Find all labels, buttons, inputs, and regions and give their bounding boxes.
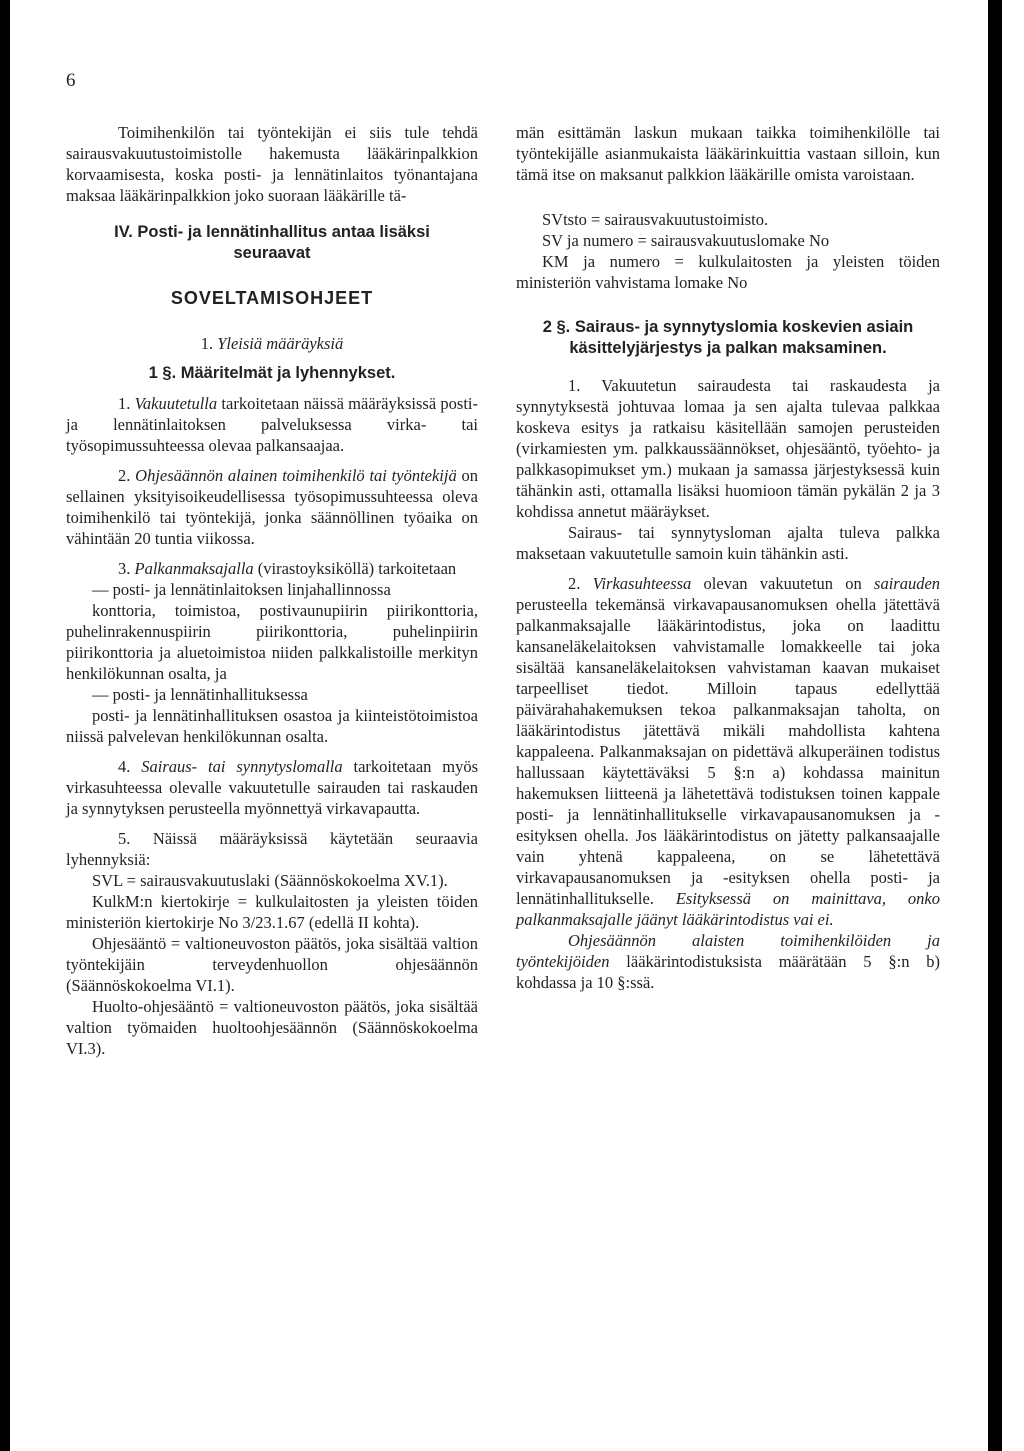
abbreviation-huolto-ohjesaanto: Huolto-ohjesääntö = valtioneuvoston päätös, joka sisältää valtion työmaiden huoltoohjesäännön (Säännöskokoelma VI.3).	[66, 997, 478, 1058]
right-column	[516, 122, 940, 993]
definition-2	[66, 465, 478, 549]
definition-2-text: on sellainen yksityisoikeudellisessa työsopimussuhteessa oleva toimihenkilö tai työntekijä, jonka säännöllinen työaika on vähintään 20 tuntia viikossa.	[66, 466, 478, 548]
definition-2-number: 2.	[118, 466, 131, 485]
definition-1-number: 1.	[118, 394, 131, 413]
scan-border-left	[0, 0, 10, 1451]
left-column	[66, 122, 478, 1059]
definition-3-dash-1: — posti- ja lennätinlaitoksen linjahallinnossa	[92, 580, 391, 599]
definition-3-dash-2: — posti- ja lennätinhallituksessa	[92, 685, 308, 704]
sub-title-text: Yleisiä määräyksiä	[217, 334, 344, 353]
abbreviation-ohjesaanto: Ohjesääntö = valtioneuvoston päätös, joka sisältää valtion työntekijäin terveydenhuollon ohjesäännön (Säännöskokoelma VI.1).	[66, 934, 478, 995]
sub-title	[66, 333, 478, 354]
definition-4-term: Sairaus- tai synnytyslomalla	[141, 757, 343, 776]
main-title: SOVELTAMISOHJEET	[170, 288, 374, 308]
rule-3	[516, 930, 940, 993]
section-heading-line2: seuraavat	[233, 244, 311, 262]
definition-3-term: Palkanmaksajalla	[134, 559, 254, 578]
abbreviation-svl: SVL = sairausvakuutuslaki (Säännöskokoelma XV.1).	[92, 871, 448, 890]
definition-1	[66, 393, 478, 456]
definition-1-term: Vakuutetulla	[134, 394, 218, 413]
definition-3-body-2: posti- ja lennätinhallituksen osastoa ja kiinteistötoimistoa niissä palvelevan henkilökunnan osalta.	[66, 706, 478, 746]
section-heading-line1: IV. Posti- ja lennätinhallitus antaa lisäksi	[114, 223, 430, 241]
definition-4	[66, 756, 478, 819]
definition-4-number: 4.	[118, 757, 131, 776]
rule-2	[516, 573, 940, 930]
sub-title-number: 1.	[200, 334, 214, 353]
definition-4-text: tarkoitetaan myös virkasuhteessa olevalle vakuutetulle sairauden tai raskauden ja synnytyksen perusteella myönnettyä virkavapautta.	[66, 757, 479, 818]
definition-1-text: tarkoitetaan näissä määräyksissä posti- ja lennätinlaitoksen palveluksessa virka- tai työsopimussuhteessa olevaa palkansaajaa.	[66, 394, 479, 455]
paragraph-1-heading: 1 §. Määritelmät ja lyhennykset.	[148, 364, 396, 382]
rule-2-number: 2.	[568, 574, 581, 593]
definition-5: 5. Näissä määräyksissä käytetään seuraavia lyhennyksiä:	[66, 829, 478, 869]
definition-3-body-1: konttoria, toimistoa, postivaunupiirin piirikonttoria, puhelinrakennuspiirin piirikonttoria, puhelinpiirin piirikonttoria ja aluetoimistoa niiden palkkalistoille merkityn henkilökunnan osalta, ja	[66, 601, 478, 683]
scan-border-right	[988, 0, 1002, 1451]
rule-3-term: Ohjesäännön alaisten toimihenkilöiden ja työntekijöiden	[516, 931, 940, 971]
definition-3-number: 3.	[118, 559, 131, 578]
continued-paragraph: män esittämän laskun mukaan taikka toimihenkilölle tai työntekijälle asianmukaista lääkärinkuittia vastaan silloin, kun tämä itse on maksanut palkkion lääkärille omista varoistaan.	[516, 123, 940, 184]
abbreviation-km: KM ja numero = kulkulaitosten ja yleisten töiden ministeriön vahvistama lomake No	[516, 252, 940, 292]
rule-2-text-2: perusteella tekemänsä virkavapausanomuksen ohella jätettävä palkanmaksajalle lääkärintodistus, joka on laadittu kansaneläkelaitoksen vahvistamalle lomakkeelle tai joka sisältää kansaneläkelaitoksen vahvistaman kaavan mukaiset tarpeelliset tiedot. Milloin tapaus edellyttää päivärahahakemuksen tekoa palkanmaksajan taholta, on lääkärintodistus jätettävä mikäli mahdollista kahtena kappaleena. Palkanmaksajan on pidettävä alkuperäinen todistus hallussaan käytettäväksi 5 §:n a) kohdassa mainitun hakemuksen liitteenä ja lähetettävä todistuksen toinen kappale posti- ja lennätinhallitukselle virkavapausanomuksen ja -esityksen ohella. Jos lääkärintodistus on jätetty palkansaajalle vain yhtenä kappaleena, on se lähetettävä virkavapausanomuksen ja -esityksen ohella posti- ja lennätinhallitukselle.	[516, 595, 940, 908]
rule-2-term-2: sairauden	[874, 574, 941, 593]
definition-2-term: Ohjesäännön alainen toimihenkilö tai työntekijä	[135, 466, 457, 485]
section-heading	[66, 222, 478, 264]
definition-3	[66, 558, 478, 579]
rule-1-pay: Sairaus- tai synnytysloman ajalta tuleva palkka maksetaan vakuutetulle samoin kuin tähänkin asti.	[516, 523, 940, 563]
abbreviation-svtsto: SVtsto = sairausvakuutustoimisto.	[542, 210, 769, 229]
intro-paragraph: Toimihenkilön tai työntekijän ei siis tule tehdä sairausvakuutustoimistolle hakemusta lääkärinpalkkion korvaamisesta, koska posti- ja lennätinlaitos työnantajana maksaa lääkärinpalkkion joko suoraan lääkärille tä-	[66, 123, 478, 205]
abbreviation-sv: SV ja numero = sairausvakuutuslomake No	[542, 231, 830, 250]
rule-2-term-1: Virkasuhteessa	[592, 574, 692, 593]
rule-2-italic-end: Esityksessä on mainittava, onko palkanmaksajalle jäänyt lääkärintodistus vai ei.	[516, 889, 941, 929]
rule-1: 1. Vakuutetun sairaudesta tai raskaudesta ja synnytyksestä johtuvaa lomaa ja sen ajalta tulevaa palkkaa koskeva esitys ja ratkaisu käsitellään samojen perusteiden (virkamiesten ym. palkkaussäännökset, ohjesääntö, työehto- ja palkkasopimukset ym.) mukaan ja samassa järjestyksessä kuin tähänkin asti, ottamalla lisäksi huomioon tämän pykälän 2 ja 3 kohdissa annetut määräykset.	[516, 376, 940, 521]
rule-3-text: lääkärintodistuksista määrätään 5 §:n b) kohdassa ja 10 §:ssä.	[516, 952, 940, 992]
definition-3-text: (virastoyksiköllä) tarkoitetaan	[257, 559, 457, 578]
rule-2-text-1: olevan vakuutetun on	[703, 574, 862, 593]
paragraph-2-heading: 2 §. Sairaus- ja synnytyslomia koskevien asiain käsittelyjärjestys ja palkan maksaminen.	[542, 318, 914, 357]
abbreviation-kulkm: KulkM:n kiertokirje = kulkulaitosten ja yleisten töiden ministeriön kiertokirje No 3/23.1.67 (edellä II kohta).	[66, 892, 478, 932]
page-number: 6	[66, 70, 76, 91]
